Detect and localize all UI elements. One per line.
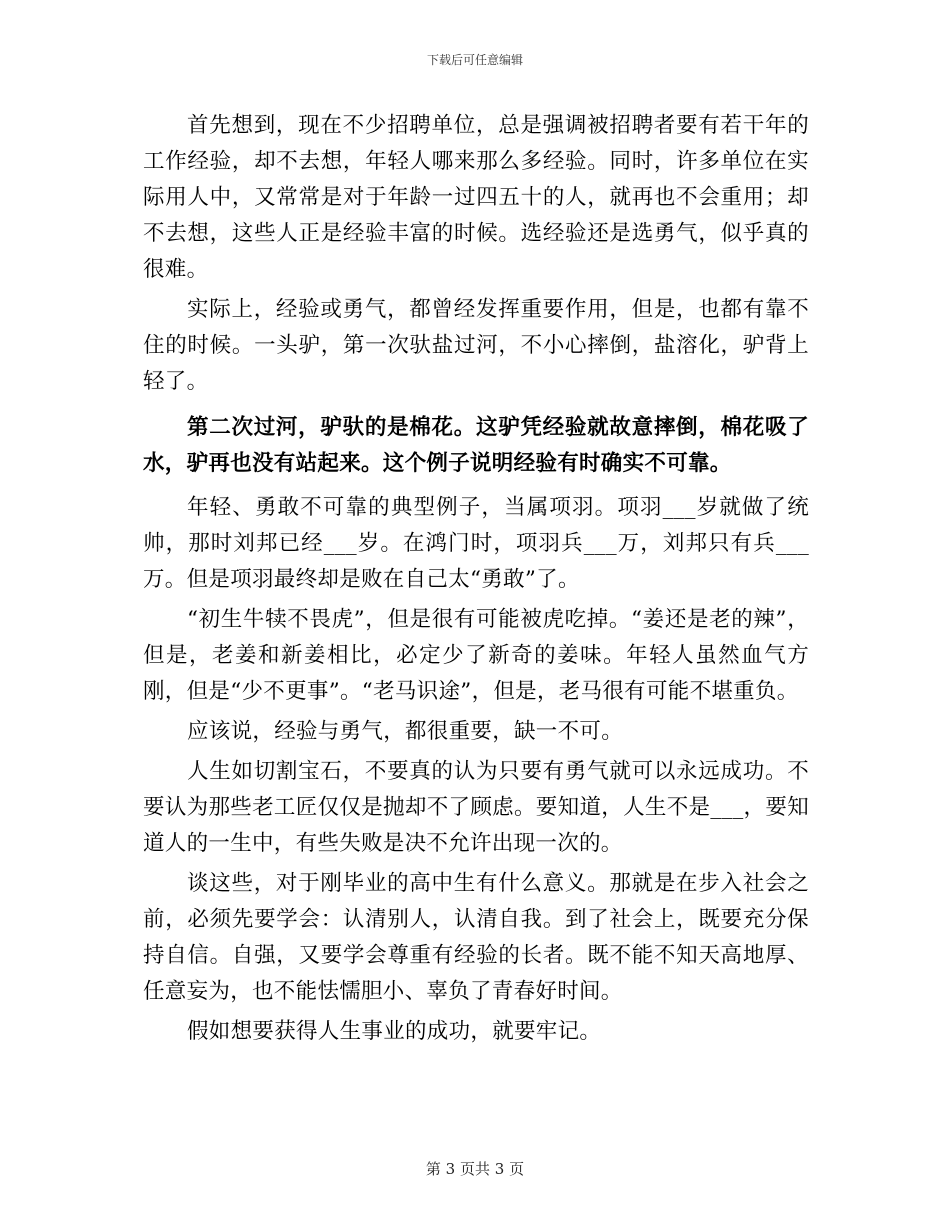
paragraph-2: 实际上，经验或勇气，都曾经发挥重要作用，但是，也都有靠不住的时候。一头驴，第一次驮盐过河，不小心摔倒，盐溶化，驴背上轻了。 (143, 297, 809, 394)
paragraph-6: 应该说，经验与勇气，都很重要，缺一不可。 (187, 719, 624, 744)
paragraph-9: 假如想要获得人生事业的成功，就要牢记。 (187, 1019, 602, 1044)
page-footer: 第 3 页共 3 页 (425, 1160, 525, 1178)
paragraph-4: 年轻、勇敢不可靠的典型例子，当属项羽。项羽___岁就做了统帅，那时刘邦已经___岁。在鸿门时，项羽兵___万，刘邦只有兵___万。但是项羽最终却是败在自己太“勇敢”了。 (143, 495, 809, 592)
paragraph-7: 人生如切割宝石，不要真的认为只要有勇气就可以永远成功。不要认为那些老工匠仅仅是抛却不了顾虑。要知道，人生不是___，要知道人的一生中，有些失败是决不允许出现一次的。 (143, 759, 809, 856)
document-body (143, 108, 809, 1054)
paragraph-1: 首先想到，现在不少招聘单位，总是强调被招聘者要有若干年的工作经验，却不去想，年轻人哪来那么多经验。同时，许多单位在实际用人中，又常常是对于年龄一过四五十的人，就再也不会重用；却不去想，这些人正是经验丰富的时候。选经验还是选勇气，似乎真的很难。 (143, 113, 809, 282)
paragraph-5: “初生牛犊不畏虎”，但是很有可能被虎吃掉。“姜还是老的辣”，但是，老姜和新姜相比，必定少了新奇的姜味。年轻人虽然血气方刚，但是“少不更事”。“老马识途”，但是，老马很有可能不堪重负。 (143, 607, 809, 704)
page-header: 下载后可任意编辑 (426, 53, 523, 67)
paragraph-8: 谈这些，对于刚毕业的高中生有什么意义。那就是在步入社会之前，必须先要学会：认清别人，认清自我。到了社会上，既要充分保持自信。自强，又要学会尊重有经验的长者。既不能不知天高地厚、任意妄为，也不能怯懦胆小、辜负了青春好时间。 (143, 871, 809, 1004)
paragraph-3-bold: 第二次过河，驴驮的是棉花。这驴凭经验就故意摔倒，棉花吸了水，驴再也没有站起来。这个例子说明经验有时确实不可靠。 (143, 415, 809, 476)
